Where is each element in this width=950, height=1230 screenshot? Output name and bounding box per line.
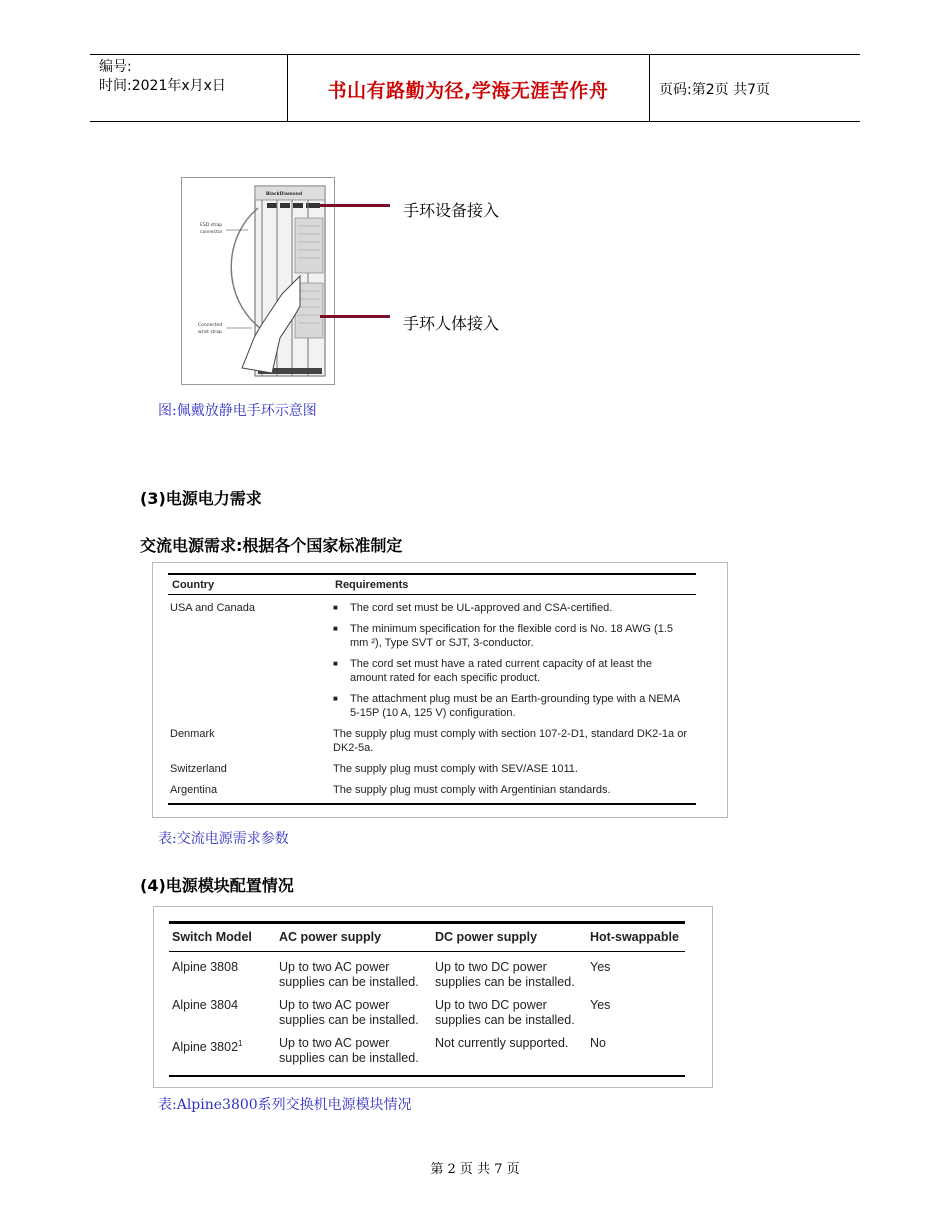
callout-line-device <box>320 204 390 207</box>
model-cell: Alpine 3802$^1$ <box>172 1039 243 1055</box>
table-row <box>168 762 696 776</box>
country-cell: Switzerland <box>170 763 227 775</box>
svg-text:Connected: Connected <box>198 323 223 328</box>
bullet-icon: ■ <box>333 694 338 703</box>
section3-heading: (3)电源电力需求 <box>140 489 262 508</box>
hot-cell: Yes <box>590 960 611 974</box>
header-hot-swappable: Hot-swappable <box>590 930 679 944</box>
section4-heading: (4)电源模块配置情况 <box>140 876 294 895</box>
ac-requirements-table <box>152 562 728 818</box>
country-cell: USA and Canada <box>170 602 256 614</box>
hot-cell: No <box>590 1036 606 1050</box>
time-label: 时间:2021年x月x日 <box>99 78 226 94</box>
footnote-marker: 1 <box>238 1039 243 1048</box>
ac-cell: Up to two AC power supplies can be installed. <box>279 998 419 1027</box>
hot-cell: Yes <box>590 998 611 1012</box>
table-row <box>169 960 685 990</box>
requirement-cell: The supply plug must comply with SEV/ASE 1011. <box>333 763 578 775</box>
list-item: ■ The minimum specification for the flexible cord is No. 18 AWG (1.5 mm ²), Type SVT or SJT, 3-conductor. <box>333 623 673 649</box>
brand-label: BlackDiamond <box>266 192 303 197</box>
svg-text:wrist strap: wrist strap <box>198 330 222 335</box>
table-header-row <box>169 924 685 945</box>
header-meta <box>99 58 226 96</box>
header-top-rule <box>90 54 860 55</box>
header-bottom-rule <box>90 121 860 122</box>
requirement-cell: The supply plug must comply with section 107-2-D1, standard DK2-1a or DK2-5a. <box>333 728 688 754</box>
switch-chassis-illustration <box>182 178 334 384</box>
table-row <box>168 783 696 797</box>
header-country: Country <box>172 579 215 591</box>
callout-body-connect: 手环人体接入 <box>403 314 500 333</box>
ac-cell: Up to two AC power supplies can be installed. <box>279 1036 419 1065</box>
country-cell: Denmark <box>170 728 215 740</box>
table2-caption: 表:Alpine3800系列交换机电源模块情况 <box>158 1097 412 1113</box>
table-row <box>169 1036 685 1066</box>
svg-text:ESD strap: ESD strap <box>200 223 223 228</box>
header-motto: 书山有路勤为径,学海无涯苦作舟 <box>327 80 609 102</box>
list-item: ■ The attachment plug must be an Earth-grounding type with a NEMA 5-15P (10 A, 125 V) configuration. <box>333 693 680 719</box>
bullet-icon: ■ <box>333 659 338 668</box>
header-requirements: Requirements <box>335 579 409 591</box>
dc-cell: Up to two DC power supplies can be installed. <box>435 960 575 989</box>
figure-caption: 图:佩戴放静电手环示意图 <box>158 403 317 419</box>
header-switch-model: Switch Model <box>172 930 252 944</box>
table-row <box>168 601 696 720</box>
header-dc-supply: DC power supply <box>435 930 538 944</box>
model-cell: Alpine 3804 <box>172 998 239 1012</box>
requirement-bullets <box>333 601 693 720</box>
dc-cell: Up to two DC power supplies can be installed. <box>435 998 575 1027</box>
table-row <box>169 998 685 1028</box>
power-module-table <box>153 906 713 1088</box>
dc-cell: Not currently supported. <box>435 1036 569 1050</box>
table-row <box>168 727 696 755</box>
callout-line-body <box>320 315 390 318</box>
header-page-info: 页码:第2页 共7页 <box>659 82 770 98</box>
esd-wrist-strap-figure <box>181 177 335 385</box>
section3-subheading: 交流电源需求:根据各个国家标准制定 <box>140 536 403 555</box>
ac-cell: Up to two AC power supplies can be installed. <box>279 960 419 989</box>
table-header-row <box>168 575 696 591</box>
page-footer: 第 2 页 共 7 页 <box>430 1162 520 1177</box>
requirement-cell: The supply plug must comply with Argentinian standards. <box>333 784 611 796</box>
table1-caption: 表:交流电源需求参数 <box>158 831 289 847</box>
model-cell: Alpine 3808 <box>172 960 239 974</box>
svg-text:connector: connector <box>200 230 223 235</box>
header-ac-supply: AC power supply <box>279 930 382 944</box>
list-item: ■ The cord set must be UL-approved and CSA-certified. <box>333 602 613 614</box>
country-cell: Argentina <box>170 784 218 796</box>
port-row <box>267 203 320 208</box>
list-item: ■ The cord set must have a rated current capacity of at least the amount rated for each specific product. <box>333 658 653 684</box>
header-divider-right <box>649 54 650 121</box>
bullet-icon: ■ <box>333 624 338 633</box>
number-label: 编号: <box>99 59 132 75</box>
callout-device-connect: 手环设备接入 <box>403 201 500 220</box>
bullet-icon: ■ <box>333 603 338 612</box>
